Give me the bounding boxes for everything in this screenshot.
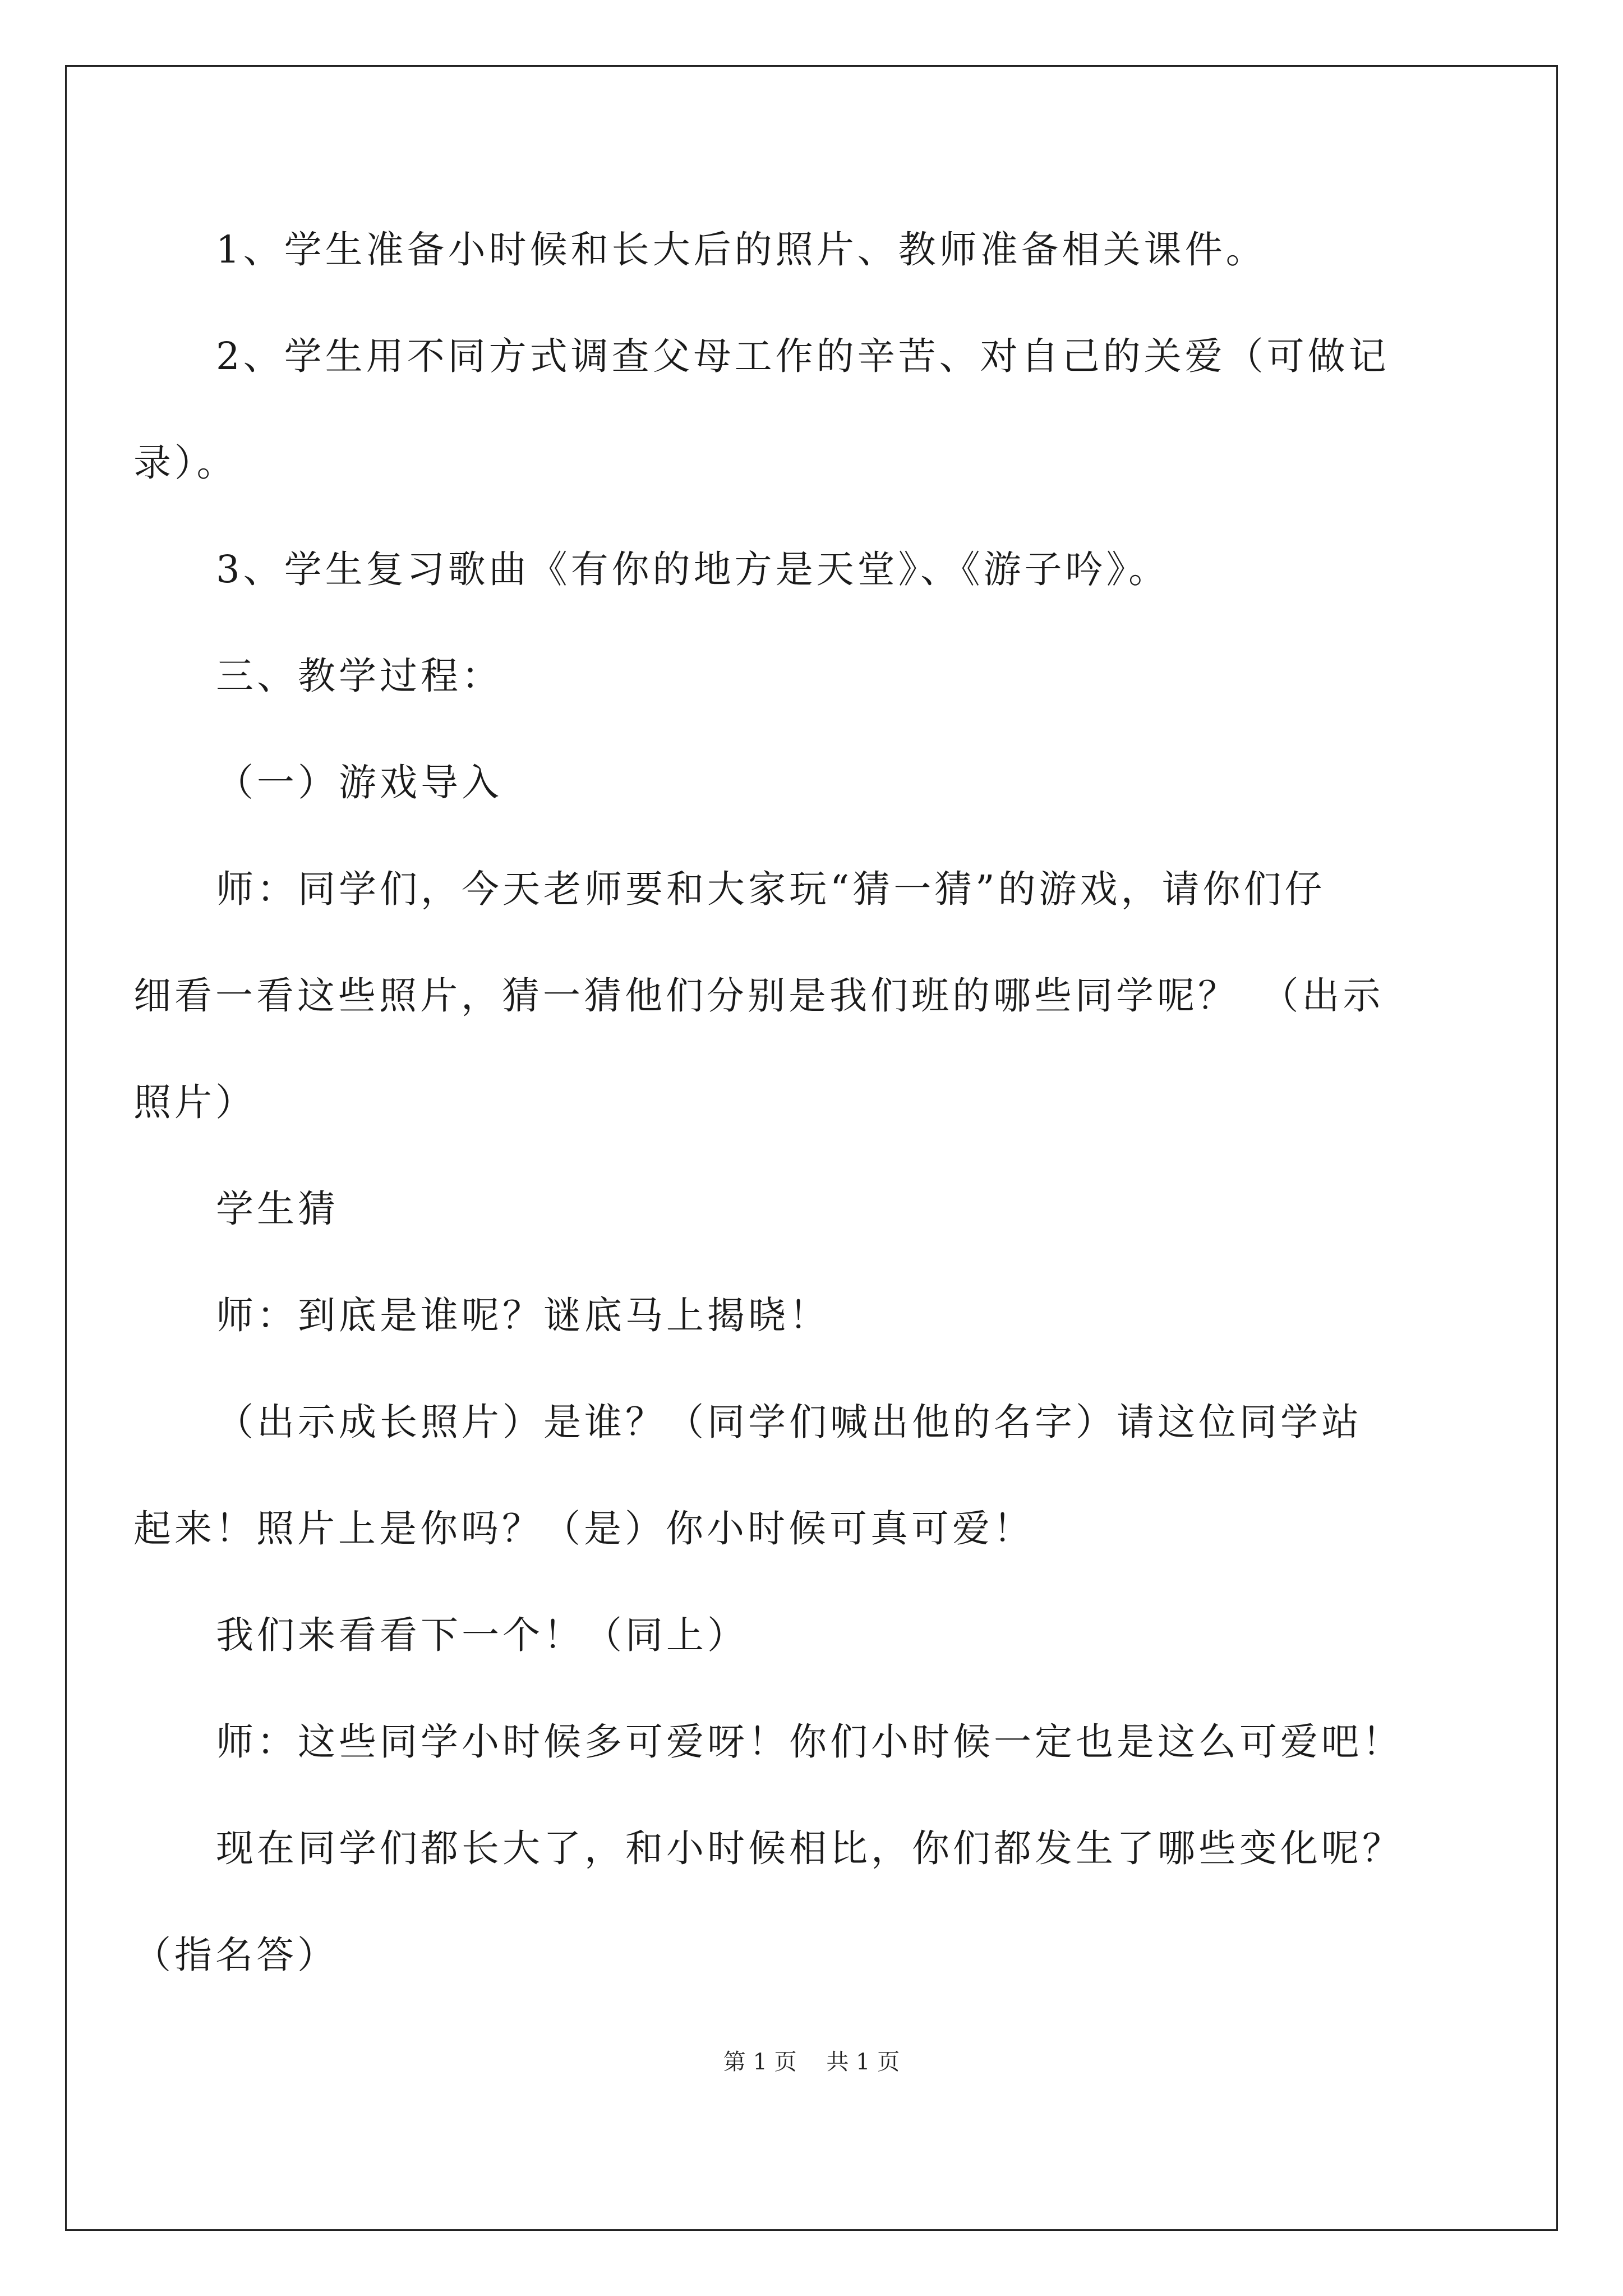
paragraph-line: （出示成长照片）是谁？（同学们喊出他的名字）请这位同学站: [216, 1400, 1362, 1444]
section-heading: 三、教学过程：: [216, 654, 502, 698]
page-footer: 第 1 页 共 1 页: [723, 2049, 900, 2075]
paragraph-line: 起来！照片上是你吗？（是）你小时候可真可爱！: [133, 1507, 1034, 1550]
paragraph-line: 2、学生用不同方式调查父母工作的辛苦、对自己的关爱（可做记: [216, 334, 1390, 378]
paragraph-line: 照片）: [133, 1080, 256, 1124]
paragraph-line: 师：到底是谁呢？谜底马上揭晓！: [216, 1294, 830, 1337]
paragraph-line: 现在同学们都长大了，和小时候相比，你们都发生了哪些变化呢？: [216, 1826, 1403, 1870]
paragraph-line: 1、学生准备小时候和长大后的照片、教师准备相关课件。: [216, 228, 1267, 272]
subsection-heading: （一）游戏导入: [216, 761, 502, 804]
paragraph-line: （指名答）: [133, 1933, 338, 1977]
paragraph-line: 3、学生复习歌曲《有你的地方是天堂》、《游子吟》。: [216, 547, 1170, 591]
paragraph-line: 学生猜: [216, 1187, 339, 1231]
paragraph-line: 师：这些同学小时候多可爱呀！你们小时候一定也是这么可爱吧！: [216, 1720, 1403, 1764]
page-frame: [65, 65, 1558, 2231]
paragraph-line: 录）。: [133, 441, 238, 485]
paragraph-line: 师：同学们，今天老师要和大家玩“猜一猜”的游戏，请你们仔: [216, 867, 1326, 911]
paragraph-line: 我们来看看下一个！（同上）: [216, 1613, 748, 1657]
paragraph-line: 细看一看这些照片，猜一猜他们分别是我们班的哪些同学呢？ （出示: [133, 974, 1384, 1018]
